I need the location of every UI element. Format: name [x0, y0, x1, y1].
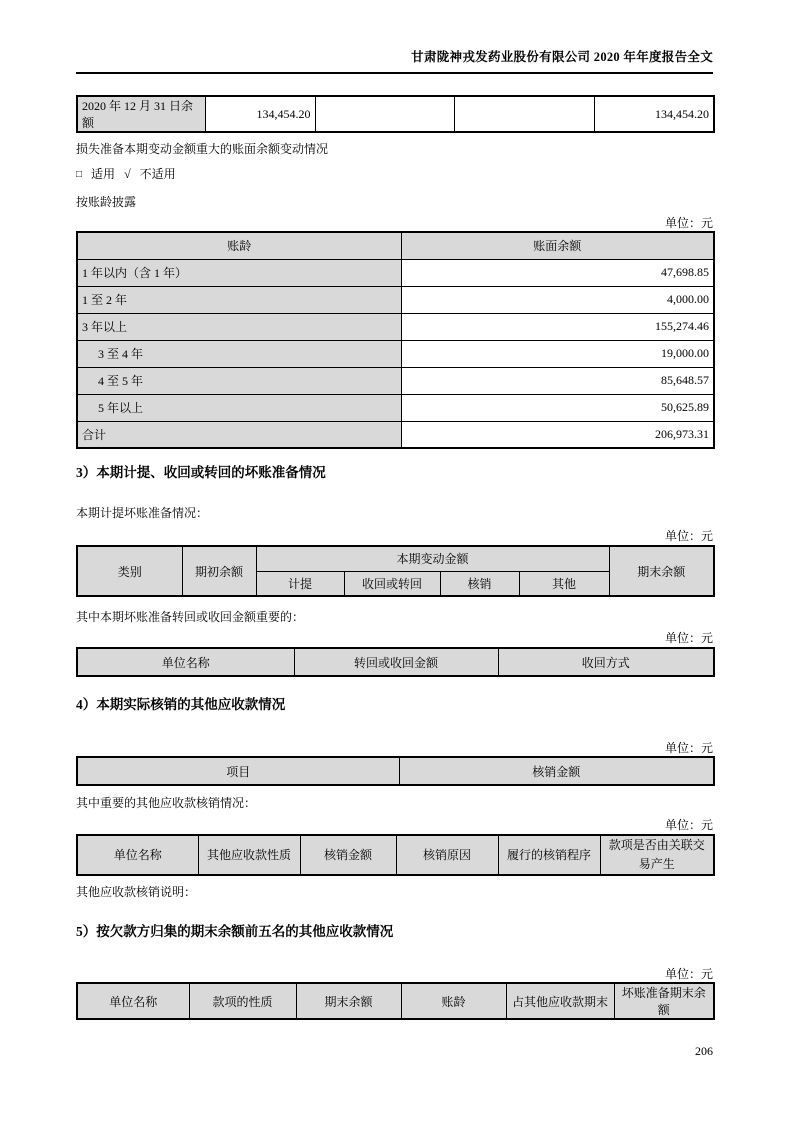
report-title-header: 甘肃陇神戎发药业股份有限公司 2020 年年度报告全文 — [411, 50, 713, 64]
table-row — [77, 367, 714, 394]
aging-row-label: 1 至 2 年 — [77, 286, 401, 313]
aging-row-value: 19,000.00 — [401, 340, 714, 367]
top5-table — [76, 982, 715, 1020]
page-content — [76, 0, 713, 1058]
category-col-header: 类别 — [77, 546, 182, 596]
item-col-header: 项目 — [77, 757, 399, 785]
table-header-row — [77, 648, 714, 676]
table-row — [77, 286, 714, 313]
unit-name-col-header: 单位名称 — [77, 648, 294, 676]
unit-label: 单位：元 — [664, 529, 713, 543]
header-divider — [76, 72, 713, 74]
unit-label: 单位：元 — [664, 967, 713, 981]
provision-table — [76, 545, 715, 597]
balance-table — [76, 95, 715, 133]
aging-row-label: 5 年以上 — [77, 394, 401, 421]
writeoff-amount-col-header: 核销金额 — [300, 835, 396, 875]
balance-col-header: 账面余额 — [401, 232, 714, 259]
note-recovery-important: 其中本期坏账准备转回或收回金额重要的： — [76, 610, 305, 624]
note-loss-change: 损失准备本期变动金额重大的账面余额变动情况 — [76, 142, 329, 156]
recover-col-header: 收回或转回 — [344, 571, 440, 596]
page-number: 206 — [695, 1044, 713, 1058]
accrual-col-header: 计提 — [256, 571, 344, 596]
aging-row-label: 3 年以上 — [77, 313, 401, 340]
aging-row-value: 4,000.00 — [401, 286, 714, 313]
section-5-heading: 5）按欠款方归集的期末余额前五名的其他应收款情况 — [76, 924, 394, 939]
recover-amount-col-header: 转回或收回金额 — [294, 648, 498, 676]
aging-col-header: 账龄 — [401, 983, 506, 1019]
aging-col-header: 账龄 — [77, 232, 401, 259]
other-col-header: 其他 — [519, 571, 609, 596]
recovery-table — [76, 647, 715, 677]
unit-label: 单位：元 — [664, 216, 713, 230]
table-header-row — [77, 546, 714, 571]
unit-name-col-header: 单位名称 — [77, 835, 198, 875]
table-row — [77, 394, 714, 421]
aging-row-value: 47,698.85 — [401, 259, 714, 286]
balance-value-1: 134,454.20 — [205, 96, 315, 132]
balance-empty-2 — [454, 96, 594, 132]
receivable-nature-col-header: 其他应收款性质 — [198, 835, 300, 875]
aging-row-label: 1 年以内（含 1 年） — [77, 259, 401, 286]
note-writeoff-important: 其中重要的其他应收款核销情况： — [76, 796, 257, 810]
checkbox-icon: □ — [76, 169, 83, 180]
table-header-row — [77, 983, 714, 1019]
writeoff-amount-col-header: 核销金额 — [399, 757, 714, 785]
table-row — [77, 340, 714, 367]
proportion-col-header: 占其他应收款期末 — [506, 983, 614, 1019]
table-header-row — [77, 232, 714, 259]
not-applicable-label: 不适用 — [139, 167, 176, 181]
check-icon: √ — [124, 167, 131, 181]
aging-table — [76, 231, 715, 449]
table-header-row — [77, 757, 714, 785]
writeoff-table — [76, 756, 715, 786]
aging-total-label: 合计 — [77, 421, 401, 448]
beginning-balance-col-header: 期初余额 — [182, 546, 256, 596]
ending-balance-col-header: 期末余额 — [609, 546, 714, 596]
ending-balance-col-header: 期末余额 — [296, 983, 401, 1019]
table-row — [77, 313, 714, 340]
applicability-line — [76, 167, 713, 183]
applicable-label: 适用 — [91, 167, 116, 181]
writeoff-detail-table — [76, 834, 715, 876]
note-provision-status: 本期计提坏账准备情况： — [76, 506, 209, 520]
aging-row-label: 3 至 4 年 — [77, 340, 401, 367]
note-writeoff-explain: 其他应收款核销说明： — [76, 885, 197, 899]
change-group-col-header: 本期变动金额 — [256, 546, 609, 571]
aging-row-value: 155,274.46 — [401, 313, 714, 340]
aging-row-value: 85,648.57 — [401, 367, 714, 394]
unit-label: 单位：元 — [664, 818, 713, 832]
table-row — [77, 421, 714, 448]
balance-value-2: 134,454.20 — [594, 96, 714, 132]
related-transaction-col-header: 款项是否由关联交易产生 — [600, 835, 714, 875]
table-header-row — [77, 835, 714, 875]
writeoff-reason-col-header: 核销原因 — [396, 835, 498, 875]
recover-method-col-header: 收回方式 — [498, 648, 714, 676]
unit-name-col-header: 单位名称 — [77, 983, 189, 1019]
table-row — [77, 96, 714, 132]
aging-row-value: 50,625.89 — [401, 394, 714, 421]
aging-total-value: 206,973.31 — [401, 421, 714, 448]
aging-row-label: 4 至 5 年 — [77, 367, 401, 394]
writeoff-procedure-col-header: 履行的核销程序 — [498, 835, 600, 875]
bad-debt-ending-col-header: 坏账准备期末余额 — [614, 983, 714, 1019]
balance-row-label: 2020 年 12 月 31 日余额 — [77, 96, 205, 132]
unit-label: 单位：元 — [664, 631, 713, 645]
unit-label: 单位：元 — [664, 741, 713, 755]
table-row — [77, 259, 714, 286]
section-4-heading: 4）本期实际核销的其他应收款情况 — [76, 697, 286, 712]
balance-empty-1 — [315, 96, 454, 132]
nature-col-header: 款项的性质 — [189, 983, 296, 1019]
section-3-heading: 3）本期计提、收回或转回的坏账准备情况 — [76, 465, 326, 480]
note-aging-disclosure: 按账龄披露 — [76, 195, 137, 209]
writeoff-col-header: 核销 — [440, 571, 519, 596]
